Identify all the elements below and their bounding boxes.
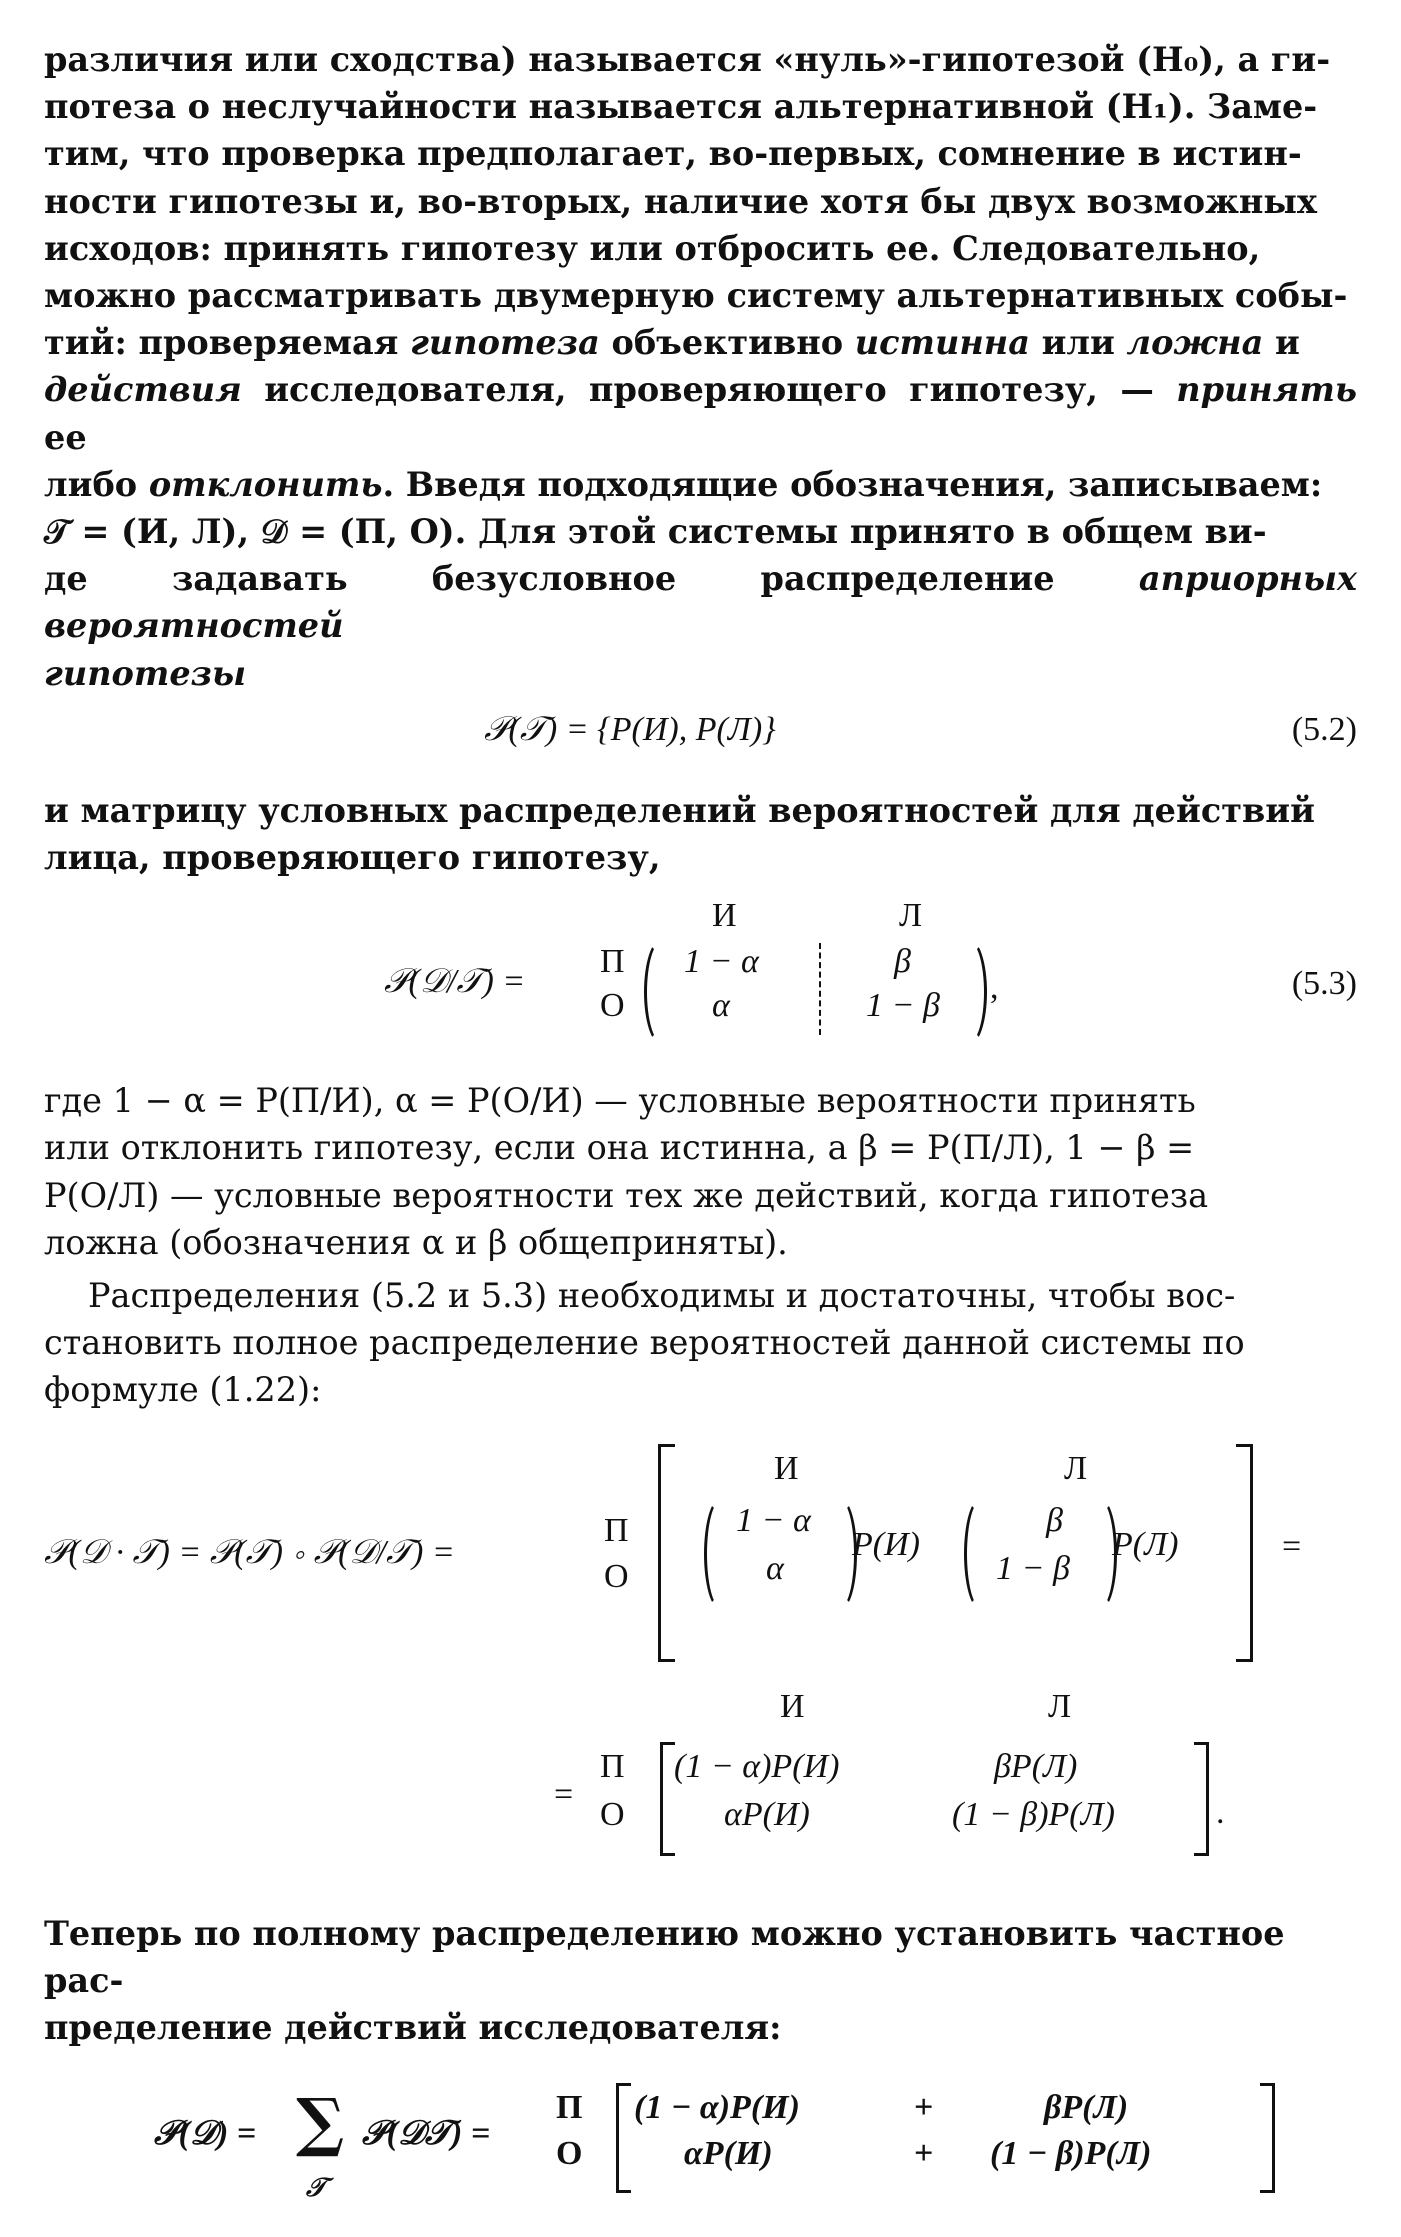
text-line — [44, 366, 1357, 460]
row-header: П — [604, 1511, 629, 1549]
left-paren — [644, 939, 679, 1045]
equation-5-3 — [44, 897, 1357, 1067]
column-header: И — [774, 1449, 799, 1487]
equation-number: (5.3) — [1291, 965, 1357, 1003]
probability-factor: P(Л) — [1112, 1525, 1179, 1563]
text-line: тим, что проверка предполагает, во-первых, сомнение в истин- — [44, 134, 1302, 174]
text-span: ее — [44, 417, 87, 457]
equation-number: (5.2) — [1291, 710, 1357, 748]
text-line: пределение действий исследователя: — [44, 2007, 782, 2047]
matrix-cell: (1 − α)P(И) — [634, 2088, 800, 2126]
vector-cell: α — [766, 1549, 784, 1587]
equals-sign: = — [554, 1775, 574, 1813]
text-line: становить полное распределение вероятностей данной системы по — [44, 1323, 1245, 1363]
paragraph-distributions — [44, 1272, 1357, 1414]
paragraph-marginal — [44, 1910, 1357, 2051]
summation-index: 𝒯 — [306, 2172, 326, 2202]
text-line — [44, 555, 1357, 649]
text-line: и матрицу условных распределений вероятностей для действий — [44, 790, 1315, 830]
plus-sign: + — [914, 2088, 934, 2126]
equation-lhs: 𝒫(𝒟 · 𝒯) = 𝒫(𝒯) ∘ 𝒫(𝒟/𝒯) = — [44, 1533, 455, 1571]
italic-term: истинна — [854, 323, 1030, 363]
paragraph-matrix-intro — [44, 787, 1357, 881]
equation-punct: , — [990, 969, 999, 1007]
matrix-cell: (1 − α)P(И) — [674, 1747, 840, 1785]
right-bracket — [1194, 1742, 1209, 1856]
plus-sign: + — [914, 2134, 934, 2172]
text-line: P(О/Л) — условные вероятности тех же действий, когда гипотеза — [44, 1175, 1209, 1215]
row-header: П — [600, 1747, 625, 1785]
text-line: 𝒯 = (И, Л), 𝒟 = (П, О). Для этой системы принято в общем ви- — [44, 512, 1267, 552]
row-header: О — [604, 1557, 629, 1595]
probability-factor: P(И) — [852, 1525, 920, 1563]
text-line: потеза о неслучайности называется альтернативной (H₁). Заме- — [44, 87, 1318, 127]
matrix-cell: (1 − β)P(Л) — [952, 1795, 1115, 1833]
italic-term: гипотезы — [44, 653, 247, 693]
summation-sign: ∑ — [296, 2084, 345, 2160]
italic-term: отклонить — [148, 464, 383, 504]
text-line: различия или сходства) называется «нуль»-гипотезой (H₀), а ги- — [44, 40, 1331, 79]
matrix-cell: αP(И) — [724, 1795, 810, 1833]
text-span: . Введя подходящие обозначения, записываем: — [382, 464, 1323, 504]
text-span: тий: проверяемая — [44, 323, 411, 363]
equation-marginal — [44, 2077, 1357, 2237]
italic-term: ложна — [1126, 323, 1264, 363]
column-header: Л — [899, 897, 923, 935]
column-header: Л — [1064, 1449, 1088, 1487]
paragraph-intro — [44, 36, 1357, 697]
matrix-cell: α — [712, 987, 730, 1025]
equation-lhs: 𝒫(𝒟/𝒯) = — [384, 963, 526, 1001]
equals-sign: = — [1282, 1527, 1302, 1565]
matrix-cell: (1 − β)P(Л) — [990, 2134, 1152, 2172]
matrix-cell: 1 − β — [866, 987, 940, 1025]
matrix-cell: β — [894, 943, 911, 981]
equation-lhs: 𝒫(𝒟) = — [154, 2114, 257, 2152]
text-line: лица, проверяющего гипотезу, — [44, 838, 661, 878]
italic-term: гипотеза — [410, 323, 600, 363]
row-header: П — [556, 2088, 583, 2126]
right-paren — [952, 939, 987, 1045]
matrix-cell: βP(Л) — [1044, 2088, 1129, 2126]
vector-cell: 1 − β — [996, 1549, 1070, 1587]
paragraph-definitions — [44, 1077, 1357, 1266]
italic-term: принять — [1176, 370, 1357, 410]
equation-punct: . — [1216, 1793, 1225, 1831]
left-bracket — [616, 2083, 631, 2193]
text-line — [44, 650, 1357, 697]
text-span: либо — [44, 464, 149, 504]
column-header: Л — [1048, 1687, 1072, 1725]
vector-cell: β — [1046, 1501, 1063, 1539]
italic-term: априорных вероятностей — [44, 559, 1357, 646]
text-line: можно рассматривать двумерную систему альтернативных собы- — [44, 276, 1348, 316]
column-header: И — [780, 1687, 805, 1725]
text-span: или — [1029, 323, 1127, 363]
text-line: Теперь по полному распределению можно установить частное рас- — [44, 1913, 1285, 2000]
text-span: объективно — [599, 323, 855, 363]
text-line: или отклонить гипотезу, если она истинна, а β = P(П/Л), 1 − β = — [44, 1128, 1195, 1168]
right-bracket — [1260, 2083, 1275, 2193]
text-line: ложна (обозначения α и β общеприняты). — [44, 1222, 788, 1262]
row-header: О — [556, 2134, 583, 2172]
text-line: ности гипотезы и, во-вторых, наличие хотя бы двух возможных — [44, 181, 1317, 221]
equation-term: 𝒫(𝒟𝒯) = — [362, 2114, 491, 2152]
matrix-cell: αP(И) — [684, 2134, 773, 2172]
left-paren — [704, 1498, 737, 1610]
text-line — [44, 319, 1357, 366]
matrix-cell: 1 − α — [684, 943, 759, 981]
equation-body: 𝒫(𝒯) = {P(И), P(Л)} — [484, 710, 776, 748]
equation-5-2 — [44, 703, 1357, 773]
row-header: О — [600, 987, 625, 1025]
text-span: и — [1263, 323, 1300, 363]
text-line: Распределения (5.2 и 5.3) необходимы и достаточны, чтобы вос- — [88, 1276, 1236, 1316]
equation-full-distribution — [44, 1450, 1357, 1890]
right-bracket — [1236, 1444, 1253, 1662]
text-span: де задавать безусловное распределение — [44, 559, 1139, 599]
row-header: П — [600, 943, 625, 981]
left-bracket — [660, 1742, 675, 1856]
text-line: где 1 − α = P(П/И), α = P(О/И) — условные вероятности принять — [44, 1081, 1196, 1121]
column-header: И — [712, 897, 737, 935]
text-span: исследователя, проверяющего гипотезу, — — [241, 370, 1177, 410]
text-line: формуле (1.22): — [44, 1370, 322, 1410]
matrix-separator — [819, 943, 821, 1035]
text-line: исходов: принять гипотезу или отбросить ее. Следовательно, — [44, 228, 1261, 268]
vector-cell: 1 − α — [736, 1501, 811, 1539]
text-line — [44, 461, 1357, 508]
italic-term: действия — [44, 370, 242, 410]
matrix-cell: βP(Л) — [994, 1747, 1078, 1785]
row-header: О — [600, 1795, 625, 1833]
left-bracket — [658, 1444, 675, 1662]
left-paren — [964, 1498, 997, 1610]
